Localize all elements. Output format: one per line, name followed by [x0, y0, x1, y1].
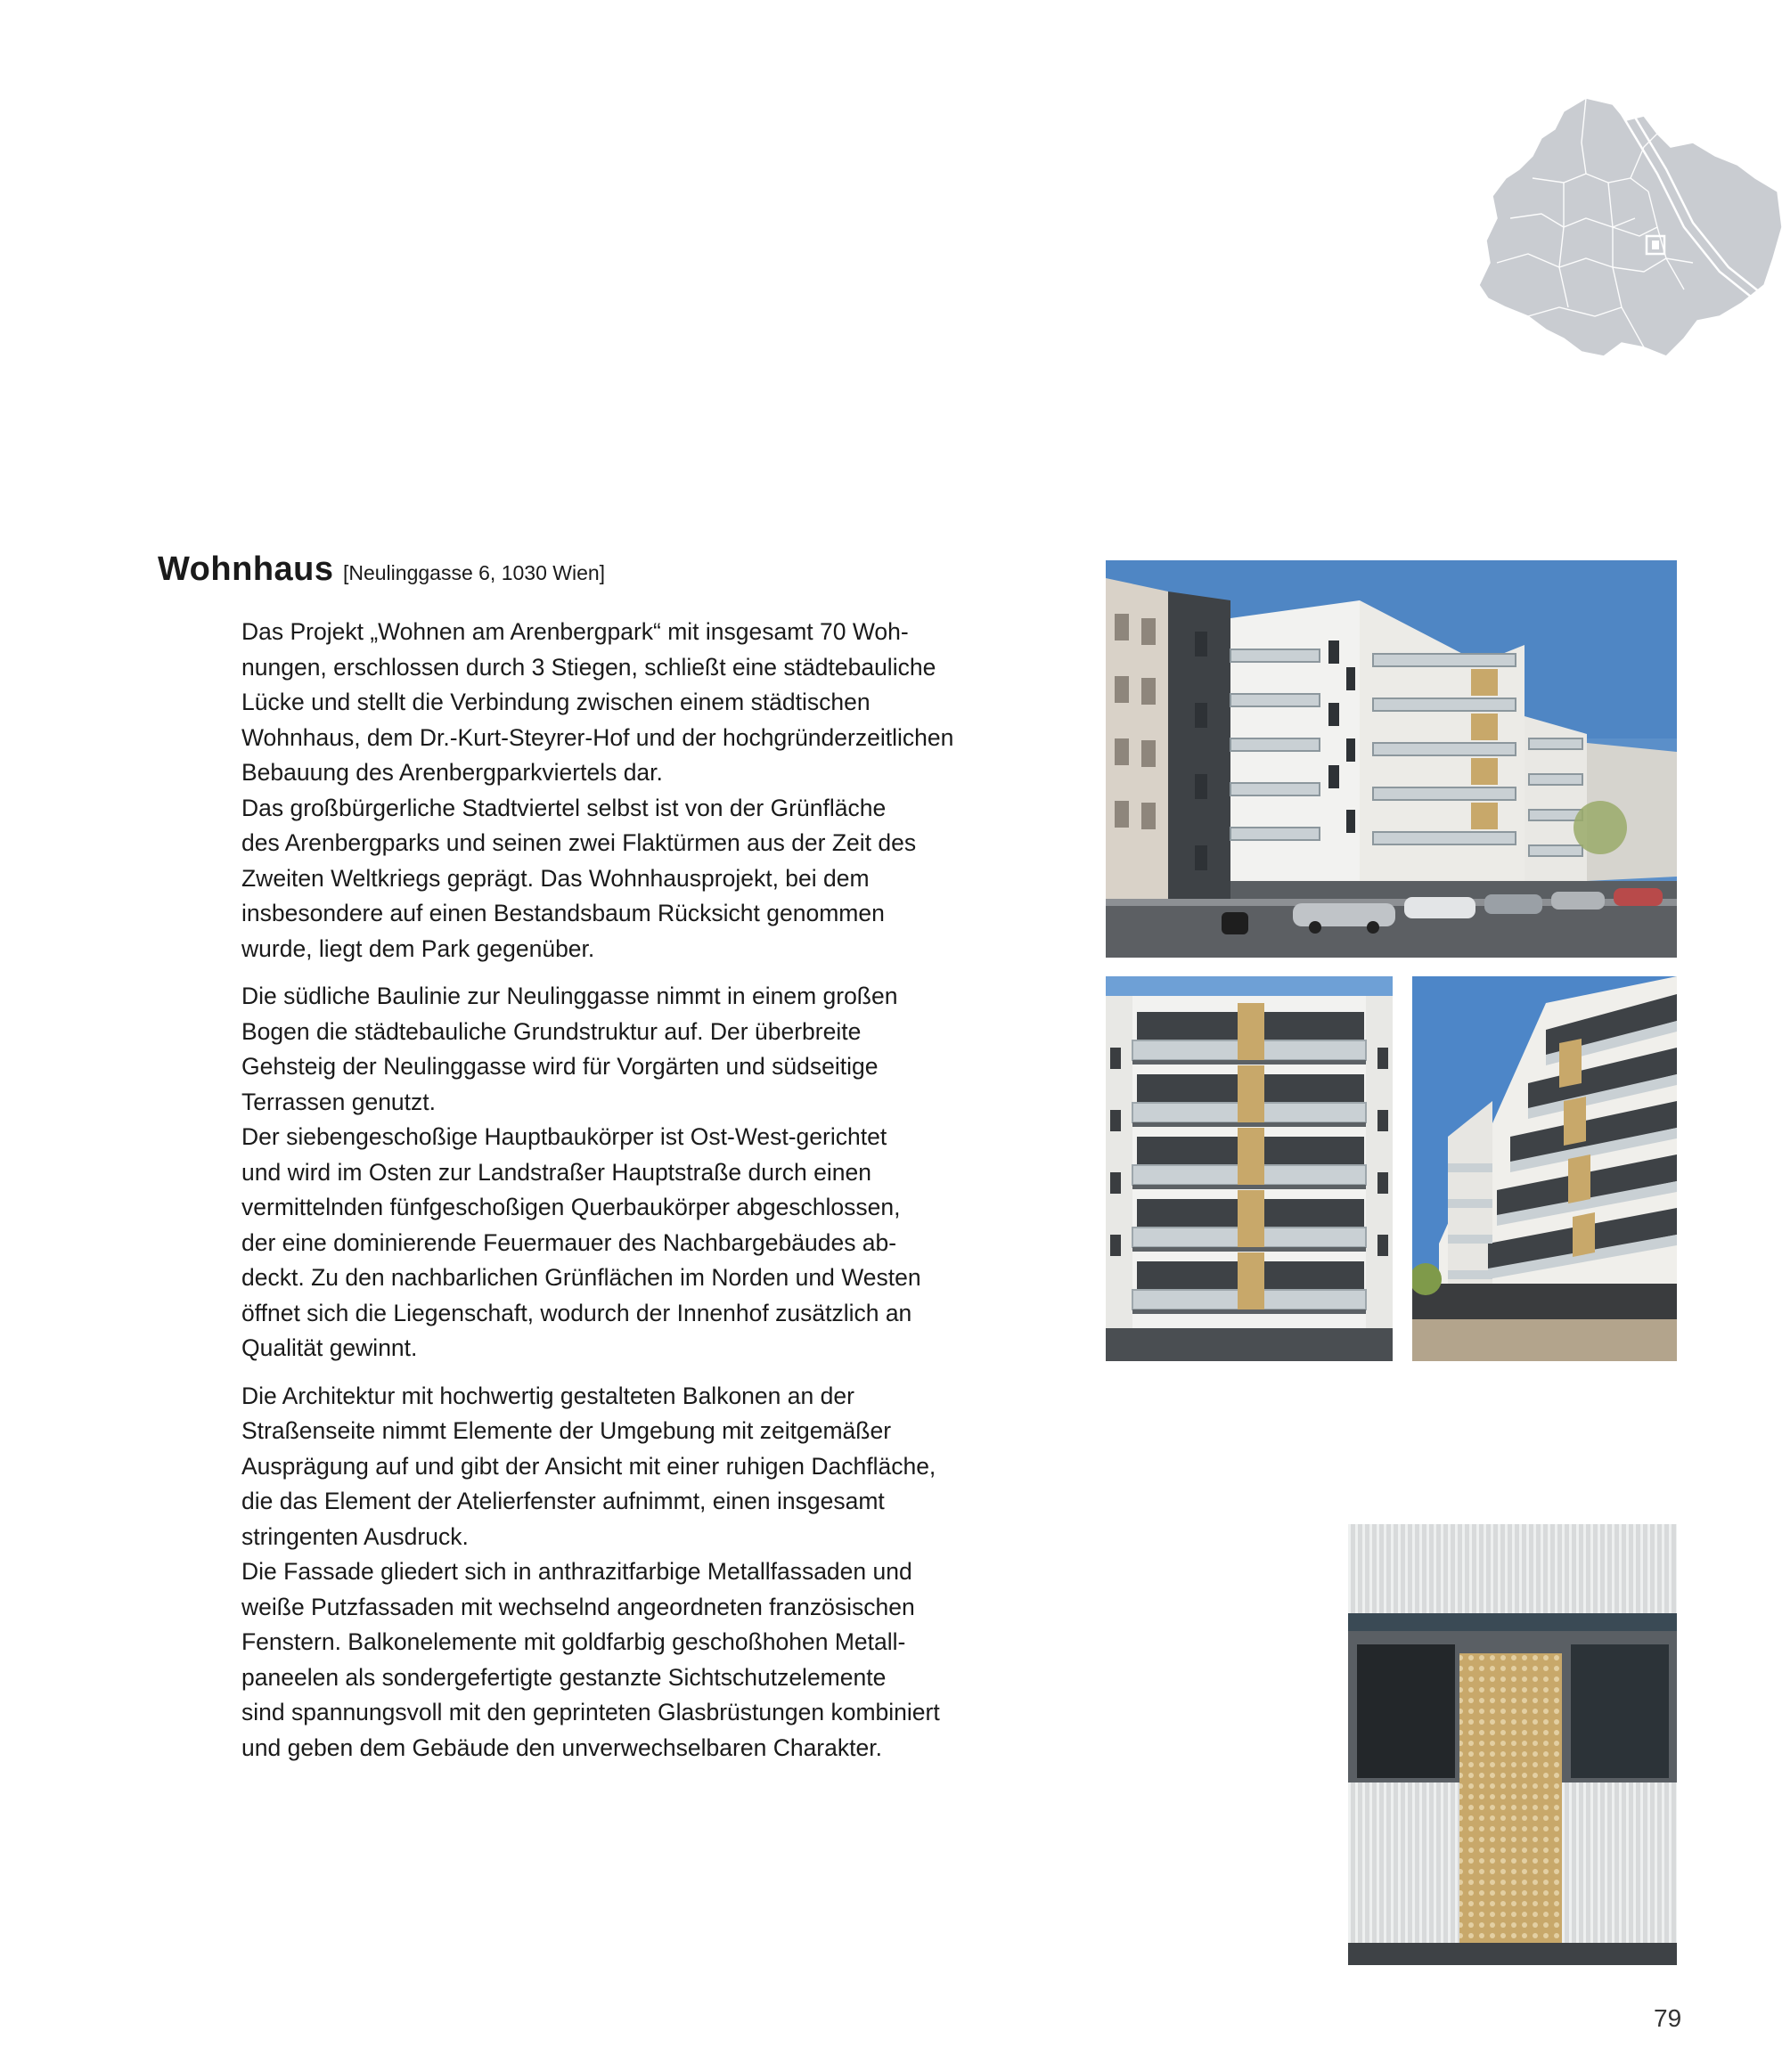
text-line: insbesondere auf einen Bestandsbaum Rücksicht genommen — [241, 900, 885, 926]
article-body — [241, 615, 954, 1778]
text-line: Zweiten Weltkriegs geprägt. Das Wohnhausprojekt, bei dem — [241, 864, 870, 892]
text-line: Ausprägung auf und gibt der Ansicht mit einer ruhigen Dachfläche, — [241, 1452, 936, 1480]
article-address: [Neulinggasse 6, 1030 Wien] — [342, 561, 606, 584]
text-line: Der siebengeschoßige Hauptbaukörper ist Ost-West-gerichtet — [241, 1123, 887, 1150]
text-line: Terrassen genutzt. — [241, 1088, 437, 1115]
text-line: nungen, erschlossen durch 3 Stiegen, schließt eine städtebauliche — [241, 653, 936, 681]
text-line: Lücke und stellt die Verbindung zwischen einem städtischen — [241, 689, 871, 715]
text-line: wurde, liegt dem Park gegenüber. — [241, 934, 595, 962]
text-line: und geben dem Gebäude den unverwechselbaren Charakter. — [241, 1733, 882, 1761]
text-line: öffnet sich die Liegenschaft, wodurch der Innenhof zusätzlich an — [241, 1299, 912, 1326]
text-line: stringenten Ausdruck. — [241, 1522, 469, 1550]
text-line: Die südliche Baulinie zur Neulinggasse nimmt in einem großen — [241, 983, 898, 1009]
article-title-row — [158, 551, 1049, 589]
text-line: Die Architektur mit hochwertig gestalteten Balkonen an der — [241, 1382, 854, 1409]
text-line: Bebauung des Arenbergparkviertels dar. — [241, 759, 663, 786]
text-line: Qualität gewinnt. — [241, 1334, 418, 1361]
text-line: Bogen die städtebauliche Grundstruktur auf. Der überbreite — [241, 1017, 862, 1045]
article-title: Wohnhaus — [158, 551, 334, 588]
text-line: und wird im Osten zur Landstraßer Hauptstraße durch einen — [241, 1158, 871, 1186]
panel-detail-photo — [1348, 1524, 1677, 1965]
text-line: Straßenseite nimmt Elemente der Umgebung mit zeitgemäßer — [241, 1417, 892, 1444]
text-line: die das Element der Atelierfenster aufnimmt, einen insgesamt — [241, 1488, 885, 1514]
balcony-elevation-photo — [1106, 976, 1393, 1361]
paragraph-3 — [241, 1379, 954, 1766]
text-line: weiße Putzfassaden mit wechselnd angeordneten französischen — [241, 1593, 915, 1620]
courtyard-angle-photo — [1412, 976, 1677, 1361]
text-line: sind spannungsvoll mit den geprinteten Glasbrüstungen kombiniert — [241, 1699, 940, 1725]
text-line: Das Projekt „Wohnen am Arenbergpark“ mit insgesamt 70 Woh- — [241, 618, 909, 645]
paragraph-1 — [241, 615, 954, 967]
page-number: 79 — [1654, 2004, 1682, 2032]
text-line: paneelen als sondergefertigte gestanzte Sichtschutzelemente — [241, 1663, 887, 1691]
text-line: Die Fassade gliedert sich in anthrazitfarbige Metallfassaden und — [241, 1558, 912, 1585]
text-line: Fenstern. Balkonelemente mit goldfarbig geschoßhohen Metall- — [241, 1628, 906, 1655]
text-line: der eine dominierende Feuermauer des Nachbargebäudes ab- — [241, 1228, 897, 1256]
text-line: vermittelnden fünfgeschoßigen Querbaukörper abgeschlossen, — [241, 1194, 901, 1220]
paragraph-2 — [241, 979, 954, 1366]
text-line: Gehsteig der Neulinggasse wird für Vorgärten und südseitige — [241, 1053, 879, 1080]
text-line: des Arenbergparks und seinen zwei Flaktürmen aus der Zeit des — [241, 829, 917, 856]
text-line: deckt. Zu den nachbarlichen Grünflächen im Norden und Westen — [241, 1264, 921, 1291]
street-view-photo — [1106, 560, 1677, 958]
vienna-district-map — [1479, 94, 1782, 361]
text-line: Wohnhaus, dem Dr.-Kurt-Steyrer-Hof und der hochgründerzeitlichen — [241, 723, 954, 751]
text-line: Das großbürgerliche Stadtviertel selbst ist von der Grünfläche — [241, 794, 887, 821]
